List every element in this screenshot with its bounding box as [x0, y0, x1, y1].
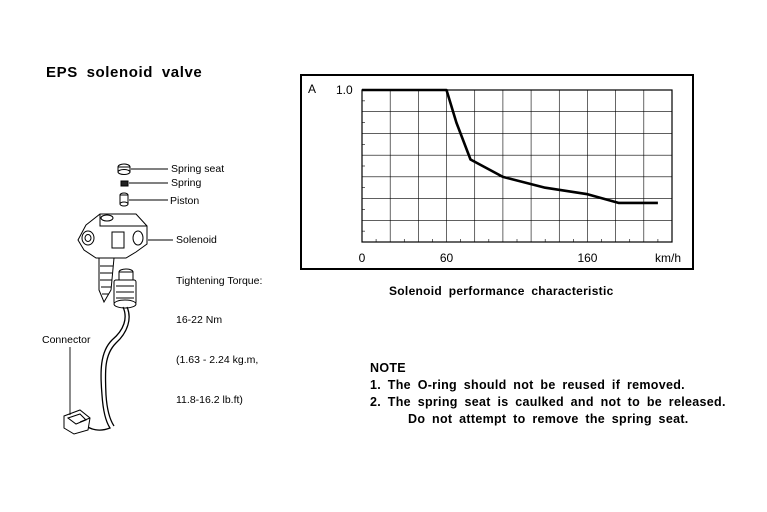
note-block: [370, 360, 726, 428]
torque-line: Tightening Torque:: [176, 274, 263, 287]
torque-line: (1.63 - 2.24 kg.m,: [176, 354, 259, 367]
piston-label: Piston: [170, 195, 200, 207]
x-tick-label: 60: [439, 251, 454, 265]
solenoid-current-line: [362, 90, 658, 203]
x-tick-label: 160: [577, 251, 598, 265]
connector-label: Connector: [42, 334, 91, 346]
torque-line: 11.8-16.2 lb.ft): [176, 394, 243, 407]
plot-area-border: [362, 90, 672, 242]
note-item: 2. The spring seat is caulked and not to be released.: [370, 395, 726, 409]
page-title: EPS solenoid valve: [46, 64, 203, 81]
x-tick-label: 0: [358, 251, 366, 265]
solenoid-label: Solenoid: [176, 234, 217, 246]
chart-grid: [362, 90, 672, 242]
y-axis-label: A: [308, 82, 317, 96]
chart-caption: Solenoid performance characteristic: [389, 284, 614, 298]
x-axis-label: km/h: [655, 251, 682, 265]
spring-seat-label: Spring seat: [171, 163, 225, 175]
chart-series: [362, 90, 658, 203]
note-item: 1. The O-ring should not be reused if removed.: [370, 378, 685, 392]
y-tick-label: 1.0: [336, 83, 353, 97]
x-tick-labels: [359, 251, 598, 265]
note-heading: NOTE: [370, 361, 406, 375]
spring-label: Spring: [171, 177, 202, 189]
torque-line: 16-22 Nm: [176, 314, 223, 327]
note-item: Do not attempt to remove the spring seat.: [408, 412, 689, 426]
